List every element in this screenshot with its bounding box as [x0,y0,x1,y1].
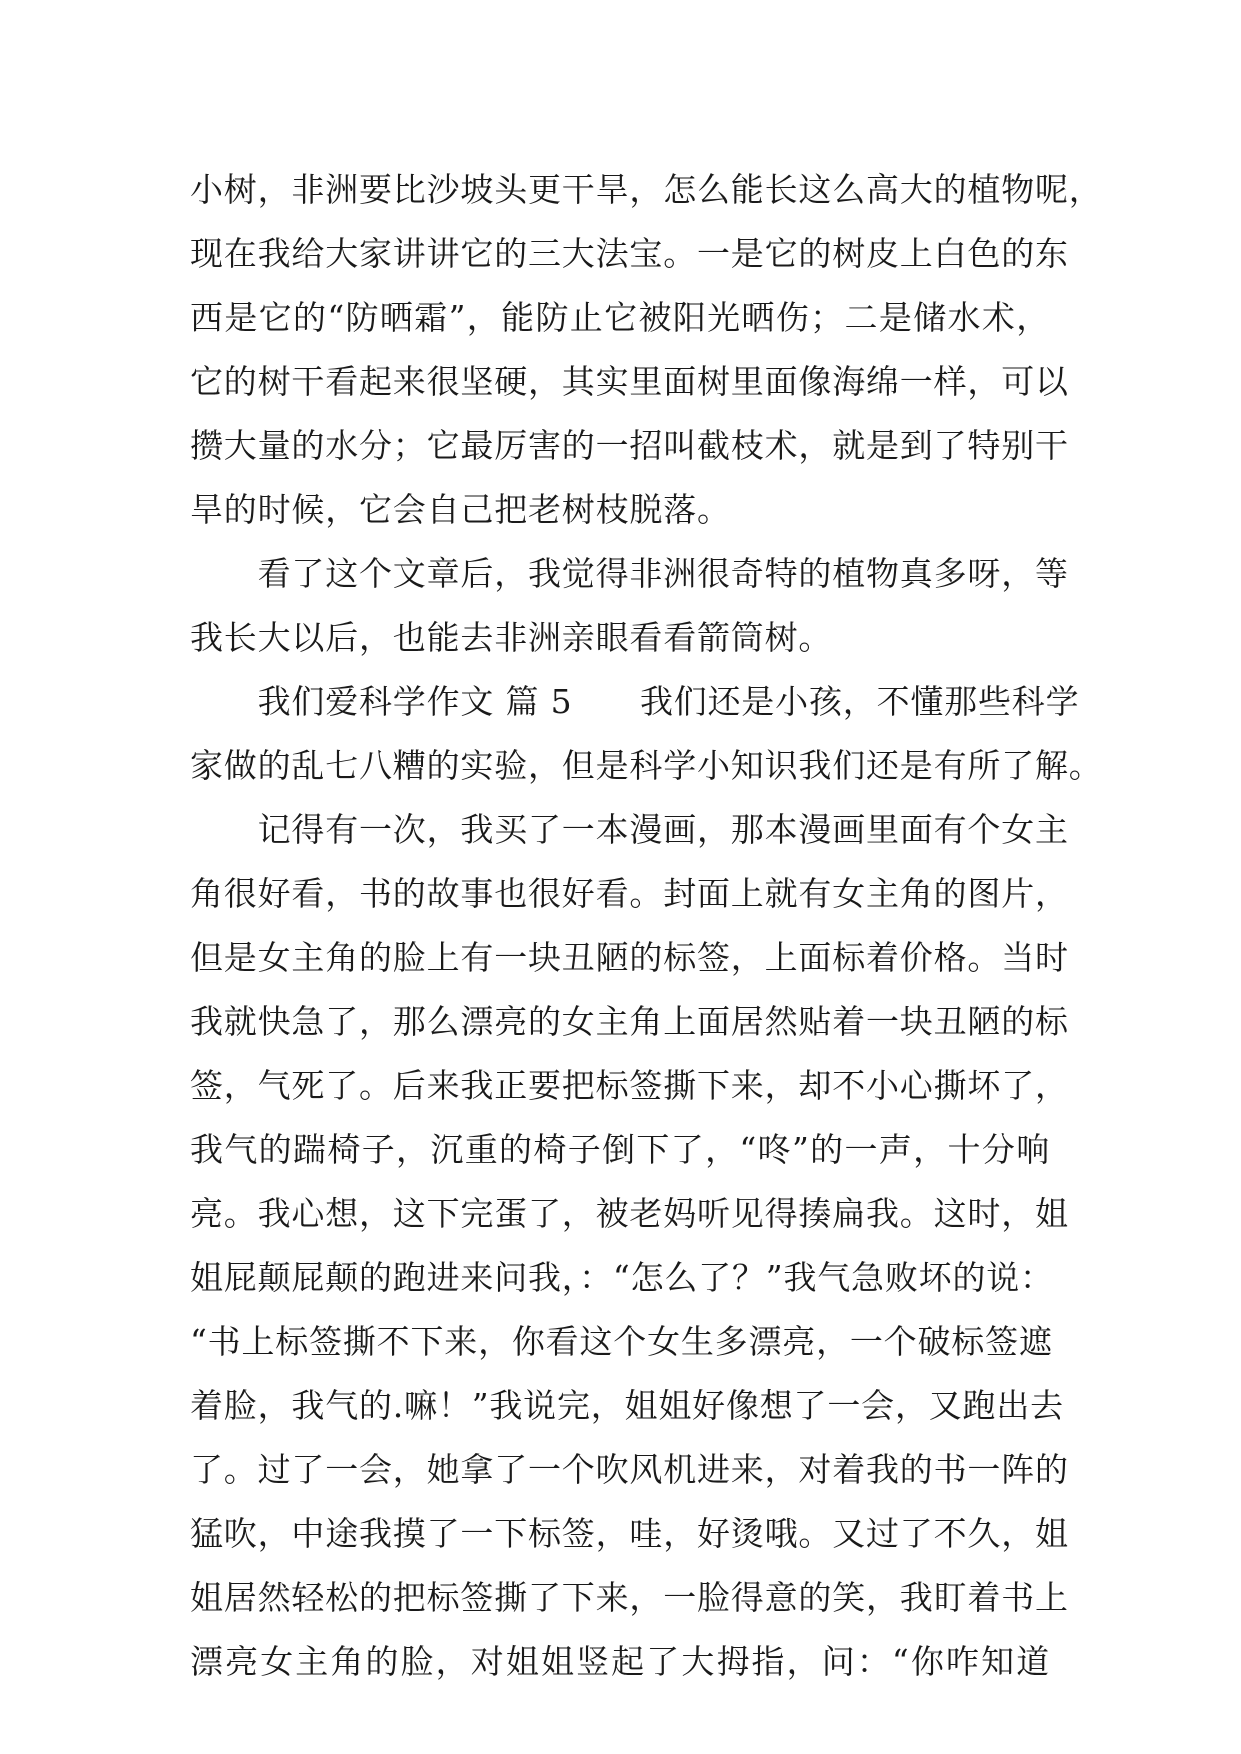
text-line: 它的树干看起来很坚硬，其实里面树里面像海绵一样，可以 [190,362,1069,401]
text-line: 角很好看，书的故事也很好看。封面上就有女主角的图片， [190,874,1069,913]
text-line: 家做的乱七八糟的实验，但是科学小知识我们还是有所了解。 [190,746,1103,785]
text-line: 看了这个文章后，我觉得非洲很奇特的植物真多呀，等 [190,554,1069,593]
text-line: 攒大量的水分；它最厉害的一招叫截枝术，就是到了特别干 [190,426,1069,465]
essay-text [190,158,1103,1694]
text-line: 我就快急了，那么漂亮的女主角上面居然贴着一块丑陋的标 [190,1002,1069,1041]
text-line: 我气的踹椅子，沉重的椅子倒下了，“咚”的一声，十分响 [190,1130,1050,1169]
text-line: “书上标签撕不下来，你看这个女生多漂亮，一个破标签遮 [190,1322,1053,1361]
text-line: 猛吹，中途我摸了一下标签，哇，好烫哦。又过了不久，姐 [190,1514,1069,1553]
text-line: 但是女主角的脸上有一块丑陋的标签，上面标着价格。当时 [190,938,1069,977]
text-line: 漂亮女主角的脸，对姐姐竖起了大拇指，问：“你咋知道 [190,1642,1050,1681]
text-line: 签，气死了。后来我正要把标签撕下来，却不小心撕坏了， [190,1066,1069,1105]
text-line: 着脸，我气的.嘛！”我说完，姐姐好像想了一会，又跑出去 [190,1386,1064,1425]
text-line: 了。过了一会，她拿了一个吹风机进来，对着我的书一阵的 [190,1450,1069,1489]
text-line: 现在我给大家讲讲它的三大法宝。一是它的树皮上白色的东 [190,234,1069,273]
text-line: 旱的时候，它会自己把老树枝脱落。 [190,490,731,529]
text-line: 我长大以后，也能去非洲亲眼看看箭筒树。 [190,618,833,657]
text-line: 小树，非洲要比沙坡头更干旱，怎么能长这么高大的植物呢， [190,170,1103,209]
text-line: 姐屁颠屁颠的跑进来问我，：“怎么了？”我气急败坏的说： [190,1258,1054,1297]
text-line: 记得有一次，我买了一本漫画，那本漫画里面有个女主 [190,810,1069,849]
text-line: 西是它的“防晒霜”，能防止它被阳光晒伤；二是储水术， [190,298,1050,337]
text-line: 亮。我心想，这下完蛋了，被老妈听见得揍扁我。这时，姐 [190,1194,1069,1233]
text-line: 姐居然轻松的把标签撕了下来，一脸得意的笑，我盯着书上 [190,1578,1069,1617]
text-line: 我们爱科学作文 篇 5 我们还是小孩，不懂那些科学 [190,682,1080,721]
